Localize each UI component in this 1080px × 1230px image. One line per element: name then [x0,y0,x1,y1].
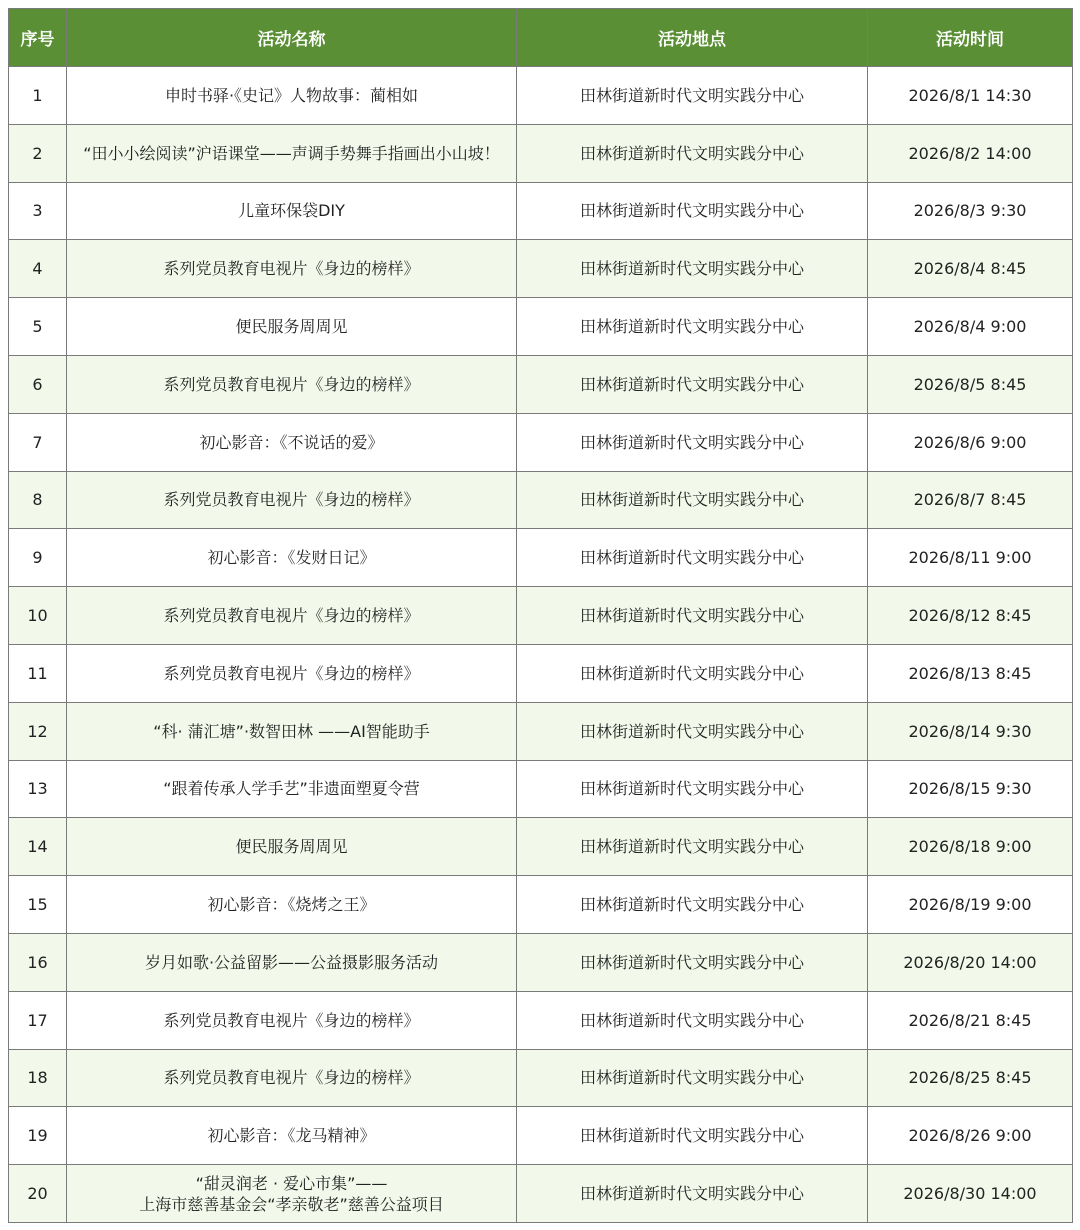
activity-time-cell: 2026/8/4 9:00 [868,298,1073,356]
table-row [9,124,1073,182]
activity-time-cell: 2026/8/14 9:30 [868,702,1073,760]
activity-time-cell: 2026/8/11 9:00 [868,529,1073,587]
activity-name-cell: 初心影音：《不说话的爱》 [67,413,517,471]
row-number-cell: 4 [9,240,67,298]
row-number-cell: 12 [9,702,67,760]
row-number-cell: 16 [9,933,67,991]
table-row [9,67,1073,125]
activity-time-cell: 2026/8/7 8:45 [868,471,1073,529]
activity-place-cell: 田林街道新时代文明实践分中心 [517,355,868,413]
activity-name-cell: 岁月如歌·公益留影——公益摄影服务活动 [67,933,517,991]
activity-name-cell: 系列党员教育电视片《身边的榜样》 [67,991,517,1049]
table-row [9,1049,1073,1107]
row-number-cell: 17 [9,991,67,1049]
row-number-cell: 19 [9,1107,67,1165]
activity-time-cell: 2026/8/20 14:00 [868,933,1073,991]
activity-schedule [8,8,1072,1223]
table-row [9,529,1073,587]
activity-name-cell: “跟着传承人学手艺”非遗面塑夏令营 [67,760,517,818]
activity-time-cell: 2026/8/18 9:00 [868,818,1073,876]
activity-place-cell: 田林街道新时代文明实践分中心 [517,587,868,645]
table-body [9,67,1073,1223]
activity-place-cell: 田林街道新时代文明实践分中心 [517,818,868,876]
activity-time-cell: 2026/8/15 9:30 [868,760,1073,818]
activity-place-cell: 田林街道新时代文明实践分中心 [517,991,868,1049]
header-number: 序号 [9,9,67,67]
activity-time-cell: 2026/8/2 14:00 [868,124,1073,182]
activity-place-cell: 田林街道新时代文明实践分中心 [517,644,868,702]
activity-place-cell: 田林街道新时代文明实践分中心 [517,1107,868,1165]
table-row [9,1165,1073,1223]
activity-time-cell: 2026/8/30 14:00 [868,1165,1073,1223]
header-activity-name: 活动名称 [67,9,517,67]
activity-place-cell: 田林街道新时代文明实践分中心 [517,240,868,298]
activity-name-cell: “科· 蒲汇塘”·数智田林 ——AI智能助手 [67,702,517,760]
table-row [9,933,1073,991]
table-row [9,818,1073,876]
activity-place-cell: 田林街道新时代文明实践分中心 [517,471,868,529]
header-activity-time: 活动时间 [868,9,1073,67]
activity-table [8,8,1073,1223]
activity-time-cell: 2026/8/3 9:30 [868,182,1073,240]
activity-name-cell: 初心影音：《发财日记》 [67,529,517,587]
activity-place-cell: 田林街道新时代文明实践分中心 [517,124,868,182]
activity-name-cell: 系列党员教育电视片《身边的榜样》 [67,471,517,529]
activity-place-cell: 田林街道新时代文明实践分中心 [517,182,868,240]
activity-time-cell: 2026/8/6 9:00 [868,413,1073,471]
row-number-cell: 2 [9,124,67,182]
activity-name-cell: 初心影音：《龙马精神》 [67,1107,517,1165]
activity-time-cell: 2026/8/1 14:30 [868,67,1073,125]
activity-name-cell: “田小小绘阅读”沪语课堂——声调手势舞手指画出小山坡！ [67,124,517,182]
activity-time-cell: 2026/8/26 9:00 [868,1107,1073,1165]
activity-place-cell: 田林街道新时代文明实践分中心 [517,760,868,818]
activity-name-cell: 系列党员教育电视片《身边的榜样》 [67,240,517,298]
table-row [9,1107,1073,1165]
row-number-cell: 14 [9,818,67,876]
activity-place-cell: 田林街道新时代文明实践分中心 [517,67,868,125]
activity-time-cell: 2026/8/4 8:45 [868,240,1073,298]
table-row [9,587,1073,645]
activity-place-cell: 田林街道新时代文明实践分中心 [517,933,868,991]
activity-name-cell: 儿童环保袋DIY [67,182,517,240]
row-number-cell: 15 [9,876,67,934]
row-number-cell: 10 [9,587,67,645]
table-row [9,182,1073,240]
activity-time-cell: 2026/8/12 8:45 [868,587,1073,645]
header-row [9,9,1073,67]
activity-name-line: 上海市慈善基金会“孝亲敬老”慈善公益项目 [139,1194,444,1214]
row-number-cell: 11 [9,644,67,702]
table-row [9,760,1073,818]
activity-time-cell: 2026/8/19 9:00 [868,876,1073,934]
activity-name-cell: 初心影音：《烧烤之王》 [67,876,517,934]
table-row [9,240,1073,298]
row-number-cell: 7 [9,413,67,471]
row-number-cell: 5 [9,298,67,356]
activity-name-cell: 系列党员教育电视片《身边的榜样》 [67,644,517,702]
table-row [9,991,1073,1049]
row-number-cell: 9 [9,529,67,587]
row-number-cell: 1 [9,67,67,125]
activity-name-cell: 系列党员教育电视片《身边的榜样》 [67,355,517,413]
table-row [9,471,1073,529]
table-row [9,298,1073,356]
row-number-cell: 6 [9,355,67,413]
table-header [9,9,1073,67]
activity-name-cell: 便民服务周周见 [67,298,517,356]
table-row [9,644,1073,702]
activity-name-cell: 申时书驿·《史记》人物故事：蔺相如 [67,67,517,125]
activity-time-cell: 2026/8/5 8:45 [868,355,1073,413]
activity-name-cell: 系列党员教育电视片《身边的榜样》 [67,587,517,645]
activity-place-cell: 田林街道新时代文明实践分中心 [517,876,868,934]
header-activity-place: 活动地点 [517,9,868,67]
activity-place-cell: 田林街道新时代文明实践分中心 [517,702,868,760]
row-number-cell: 8 [9,471,67,529]
table-row [9,876,1073,934]
activity-place-cell: 田林街道新时代文明实践分中心 [517,1165,868,1223]
activity-time-cell: 2026/8/25 8:45 [868,1049,1073,1107]
activity-name-cell: 系列党员教育电视片《身边的榜样》 [67,1049,517,1107]
activity-time-cell: 2026/8/13 8:45 [868,644,1073,702]
activity-place-cell: 田林街道新时代文明实践分中心 [517,413,868,471]
activity-name-cell [67,1165,517,1223]
activity-place-cell: 田林街道新时代文明实践分中心 [517,529,868,587]
activity-place-cell: 田林街道新时代文明实践分中心 [517,1049,868,1107]
row-number-cell: 13 [9,760,67,818]
table-row [9,355,1073,413]
table-row [9,702,1073,760]
row-number-cell: 18 [9,1049,67,1107]
activity-place-cell: 田林街道新时代文明实践分中心 [517,298,868,356]
row-number-cell: 20 [9,1165,67,1223]
row-number-cell: 3 [9,182,67,240]
activity-name-line: “甜灵润老 · 爱心市集”—— [195,1173,388,1193]
table-row [9,413,1073,471]
activity-name-cell: 便民服务周周见 [67,818,517,876]
activity-time-cell: 2026/8/21 8:45 [868,991,1073,1049]
